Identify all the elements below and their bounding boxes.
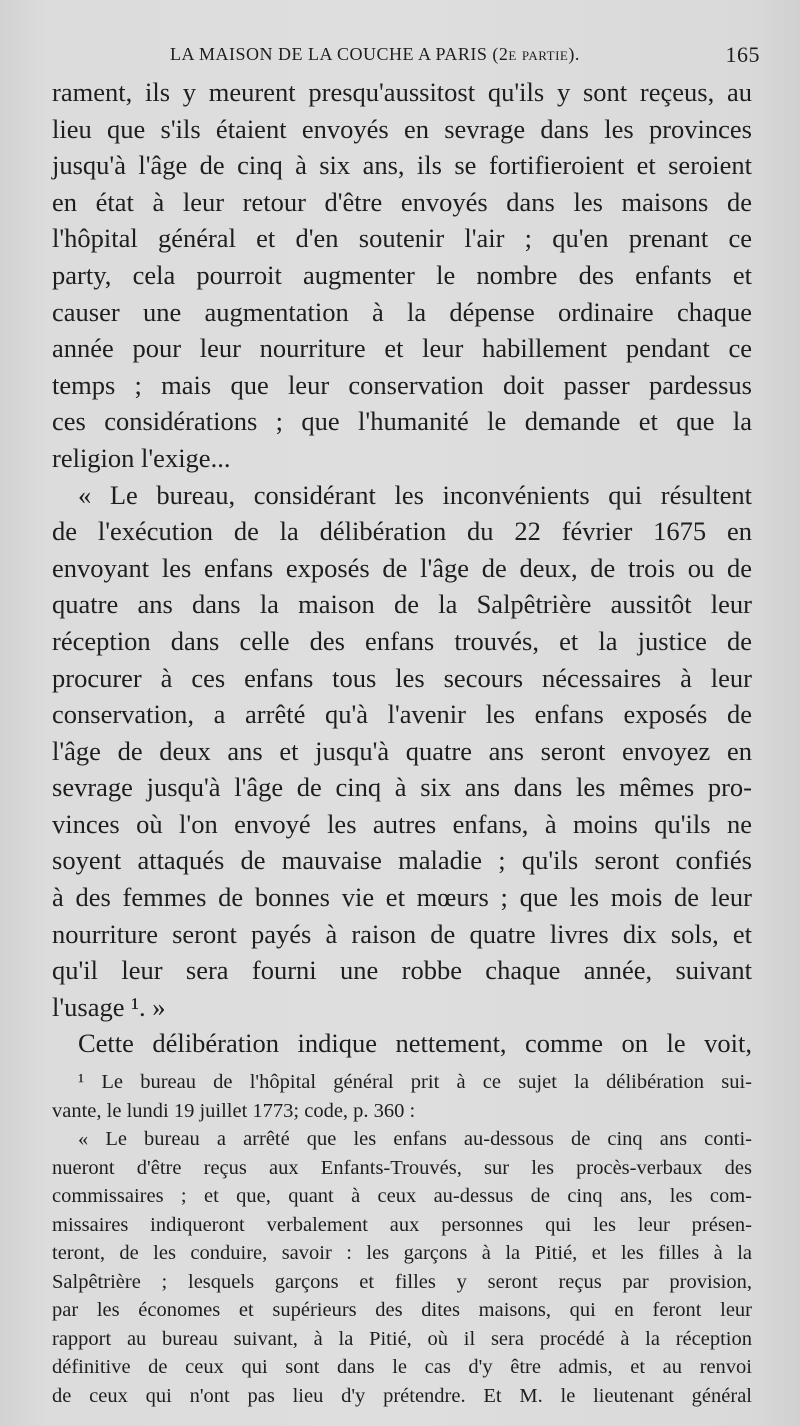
text-line: Cette délibération indique nettement, comme on le voit,	[78, 1028, 752, 1059]
text-line: vinces où l'on envoyé les autres enfans, à moins qu'ils ne	[52, 808, 752, 839]
text-line: conservation, a arrêté qu'à l'avenir les enfans exposés de	[52, 699, 752, 730]
footnote-line: rapport au bureau suivant, à la Pitié, où il sera procédé à la réception	[52, 1327, 752, 1350]
text-line: party, cela pourroit augmenter le nombre des enfants et	[52, 259, 752, 290]
text-line: l'hôpital général et d'en soutenir l'air ; qu'en prenant ce	[52, 223, 752, 254]
text-line: soyent attaqués de mauvaise maladie ; qu'ils seront confiés	[52, 845, 752, 876]
running-header	[160, 40, 760, 74]
main-text	[52, 74, 752, 1062]
text-line: nourriture seront payés à raison de quatre livres dix sols, et	[52, 918, 752, 949]
text-line: de l'exécution de la délibération du 22 février 1675 en	[52, 516, 752, 547]
footnote-line: définitive de ceux qui sont dans le cas d'y être admis, et au renvoi	[52, 1356, 752, 1378]
footnote-line: Salpêtrière ; lesquels garçons et filles y seront reçus par provision,	[52, 1270, 752, 1293]
footnote-line: teront, de les conduire, savoir : les garçons à la Pitié, et les filles à la	[52, 1242, 752, 1264]
footnote-line: vante, le lundi 19 juillet 1773; code, p. 360 :	[52, 1099, 416, 1122]
text-line: temps ; mais que leur conservation doit passer pardessus	[52, 369, 752, 400]
footnotes	[52, 1068, 752, 1410]
text-line: rament, ils y meurent presqu'aussitost qu'ils y sont reçeus, au	[52, 77, 752, 107]
footnote-line: nueront d'être reçus aux Enfants-Trouvés, sur les procès-verbaux des	[52, 1156, 752, 1179]
footnote-line: missaires indiqueront verbalement aux personnes qui les leur présen-	[52, 1213, 752, 1236]
running-title: LA MAISON DE LA COUCHE A PARIS (2e partie).	[170, 44, 580, 64]
text-line: l'âge de deux ans et jusqu'à quatre ans seront envoyez en	[52, 735, 752, 766]
text-line: qu'il leur sera fourni une robbe chaque année, suivant	[52, 955, 752, 986]
footnote-line: « Le bureau a arrêté que les enfans au-dessous de cinq ans conti-	[78, 1128, 752, 1150]
text-line: procurer à ces enfans tous les secours nécessaires à leur	[52, 662, 752, 693]
text-line: envoyant les enfans exposés de l'âge de deux, de trois ou de	[52, 552, 752, 583]
page-number: 165	[725, 42, 760, 67]
text-line: quatre ans dans la maison de la Salpêtrière aussitôt leur	[52, 589, 752, 620]
text-line: lieu que s'ils étaient envoyés en sevrage dans les provinces	[52, 113, 752, 144]
text-line: « Le bureau, considérant les inconvénients qui résultent	[78, 479, 752, 510]
text-line: à des femmes de bonnes vie et mœurs ; que les mois de leur	[52, 882, 752, 913]
text-line: jusqu'à l'âge de cinq à six ans, ils se fortifieroient et seroient	[52, 150, 752, 181]
text-line: causer une augmentation à la dépense ordinaire chaque	[52, 296, 752, 327]
footnote-line: par les économes et supérieurs des dites maisons, qui en feront leur	[52, 1299, 752, 1321]
footnote-line: ¹ Le bureau de l'hôpital général prit à ce sujet la délibération sui-	[78, 1071, 752, 1093]
text-line: sevrage jusqu'à l'âge de cinq à six ans dans les mêmes pro-	[52, 772, 752, 803]
text-line: réception dans celle des enfans trouvés, et la justice de	[52, 625, 752, 656]
text-line: religion l'exige...	[52, 442, 231, 473]
text-line: année pour leur nourriture et leur habillement pendant ce	[52, 333, 752, 364]
footnote-line: de ceux qui n'ont pas lieu d'y prétendre. Et M. le lieutenant général	[52, 1384, 752, 1407]
text-line: ces considérations ; que l'humanité le demande et que la	[52, 406, 752, 437]
footnote-line: commissaires ; et que, quant à ceux au-dessus de cinq ans, les com-	[52, 1185, 752, 1207]
text-line: en état à leur retour d'être envoyés dans les maisons de	[52, 186, 752, 217]
text-line: l'usage ¹. »	[52, 991, 166, 1022]
